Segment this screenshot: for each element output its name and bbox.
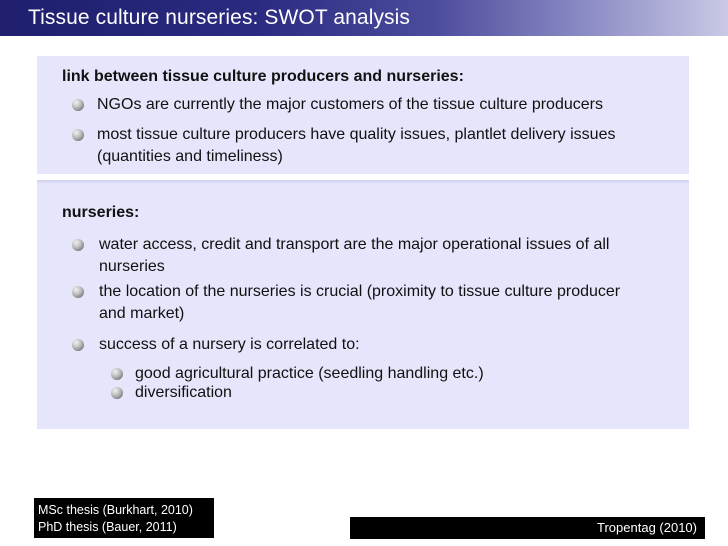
block-heading: link between tissue culture producers and nurseries: (62, 68, 464, 85)
bullet-icon (72, 286, 84, 298)
bullet-icon (72, 339, 84, 351)
footer-reference-phd: PhD thesis (Bauer, 2011) (38, 520, 177, 534)
bullet-icon (72, 99, 84, 111)
bullet-icon (111, 368, 123, 380)
list-item: water access, credit and transport are the major operational issues of all nurseries (99, 236, 610, 275)
slide-title: Tissue culture nurseries: SWOT analysis (28, 6, 411, 29)
list-item: NGOs are currently the major customers of the tissue culture producers (97, 96, 603, 113)
footer-reference-msc: MSc thesis (Burkhart, 2010) (38, 503, 193, 517)
block-heading: nurseries: (62, 204, 140, 221)
sub-list-item: diversification (135, 384, 232, 401)
sub-list-item: good agricultural practice (seedling handling etc.) (135, 365, 484, 382)
footer-conference (350, 517, 705, 539)
bullet-icon (72, 239, 84, 251)
bullet-icon (72, 129, 84, 141)
list-item: success of a nursery is correlated to: (99, 336, 360, 353)
footer-references (34, 498, 214, 538)
list-item: the location of the nurseries is crucial (proximity to tissue culture producer and market) (99, 283, 621, 322)
block-link-producers-nurseries (37, 56, 689, 174)
bullet-icon (111, 387, 123, 399)
block-nurseries (37, 180, 689, 429)
list-item: most tissue culture producers have quality issues, plantlet delivery issues (quantities and timeliness) (97, 126, 616, 165)
title-bar (0, 0, 728, 36)
footer-conference-label: Tropentag (2010) (597, 520, 697, 535)
